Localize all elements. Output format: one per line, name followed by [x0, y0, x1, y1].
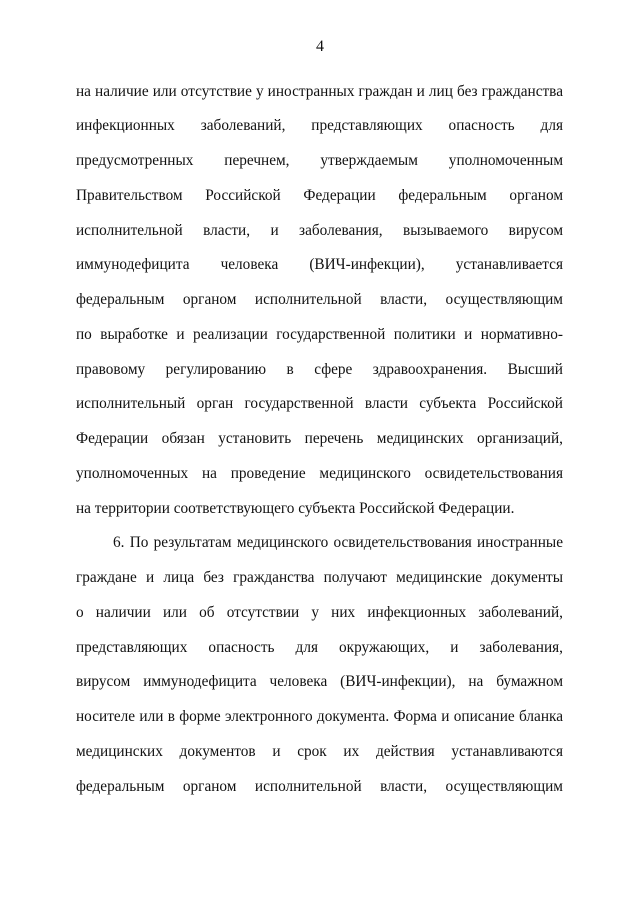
text-line: предусмотренных перечнем, утверждаемым уполномоченным: [76, 152, 563, 169]
text-line: о наличии или об отсутствии у них инфекционных заболеваний,: [76, 603, 563, 621]
text-line: на наличие или отсутствие у иностранных граждан и лиц без гражданства: [76, 82, 563, 100]
page-number: 4: [316, 38, 324, 55]
text-line: носителе или в форме электронного документа. Форма и описание бланка: [76, 708, 563, 725]
text-line: исполнительный орган государственной власти субъекта Российской: [76, 395, 563, 413]
paragraph: [76, 75, 563, 527]
text-line: медицинских документов и срок их действия устанавливаются: [76, 742, 563, 760]
text-line: исполнительной власти, и заболевания, вызываемого вирусом: [76, 221, 563, 239]
text-line: иммунодефицита человека (ВИЧ-инфекции), устанавливается: [76, 256, 563, 274]
text-line: Правительством Российской Федерации федеральным органом: [76, 186, 563, 204]
text-line: федеральным органом исполнительной власти, осуществляющим: [76, 777, 563, 795]
paragraph: [76, 526, 563, 804]
text-line: инфекционных заболеваний, представляющих опасность для: [76, 117, 563, 135]
text-line: граждане и лица без гражданства получают медицинские документы: [76, 569, 563, 586]
text-line: на территории соответствующего субъекта Российской Федерации.: [76, 499, 515, 517]
text-line: по выработке и реализации государственной политики и нормативно-: [76, 325, 563, 343]
text-line: правовому регулированию в сфере здравоохранения. Высший: [76, 360, 563, 378]
text-line: вирусом иммунодефицита человека (ВИЧ-инфекции), на бумажном: [76, 673, 563, 691]
text-line: федеральным органом исполнительной власти, осуществляющим: [76, 291, 563, 308]
text-line: Федерации обязан установить перечень медицинских организаций,: [76, 430, 563, 447]
text-line: уполномоченных на проведение медицинского освидетельствования: [76, 464, 563, 482]
text-line: представляющих опасность для окружающих, и заболевания,: [76, 638, 563, 656]
text-line: 6. По результатам медицинского освидетельствования иностранные: [113, 534, 563, 552]
document-body: [76, 75, 563, 805]
